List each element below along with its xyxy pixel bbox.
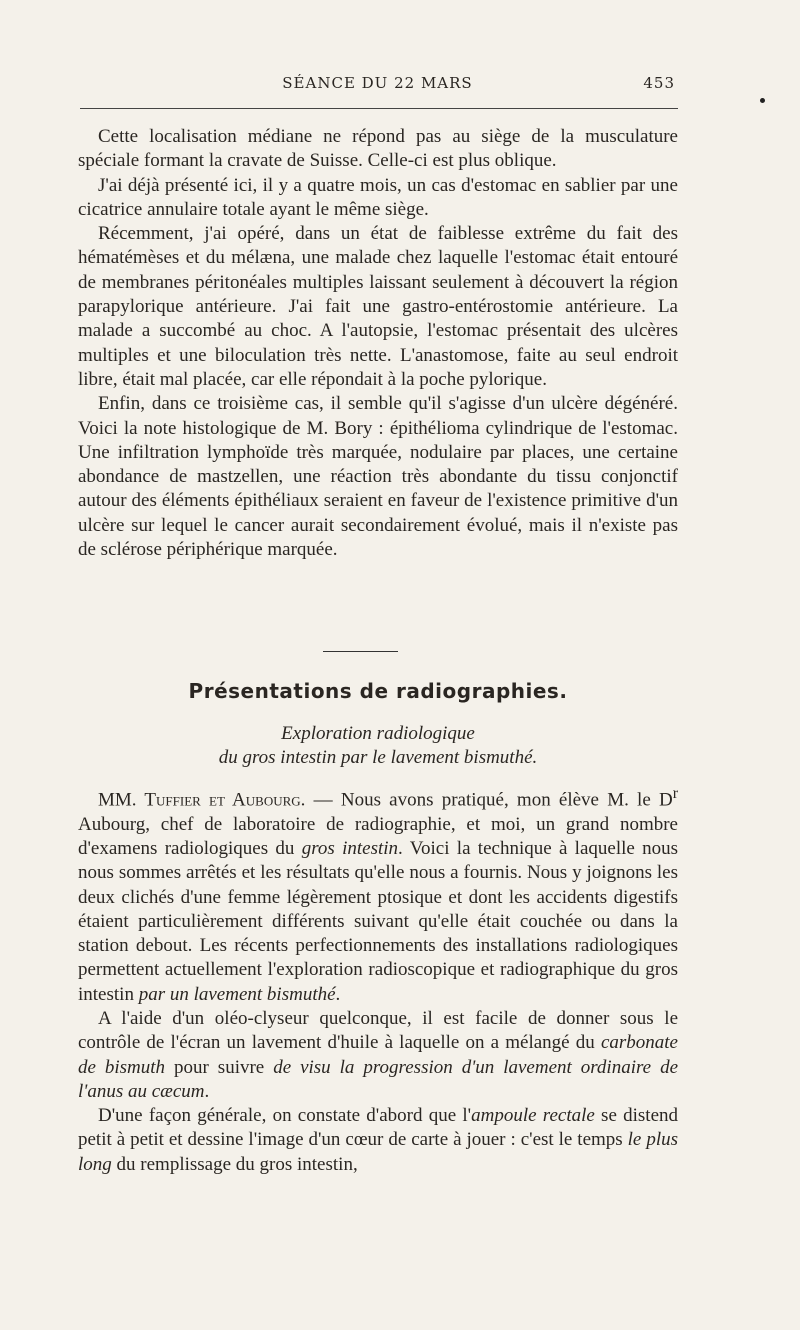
superscript: r bbox=[672, 785, 678, 802]
text-run: se distend petit à petit et dessine l'image d'un cœur de carte à jouer : c'est le temps bbox=[78, 1105, 678, 1151]
section-subtitle bbox=[78, 722, 678, 770]
text-run: . Voici la technique à laquelle nous nous sommes arrêtés et les résultats qu'elle nous a fournis. Nous y joignons les deux clichés d'une femme légèrement ptosique et dont les accidents digestifs étaient particulièrement différents suivant qu'elle était couchée ou dans la station debout. Les récents perfectionnements des installations radiologiques permettent actuellement l'exploration radioscopique et radiographique du gros intestin bbox=[78, 837, 678, 1005]
body-text-block-2 bbox=[78, 782, 678, 1177]
authors: MM. Tuffier et Aubourg. bbox=[98, 789, 306, 811]
paragraph: Enfin, dans ce troisième cas, il semble qu'il s'agisse d'un ulcère dégénéré. Voici la note histologique de M. Bory : épithélioma cylindrique de l'estomac. Une infiltration lymphoïde très marquée, nodulaire par places, une certaine abondance de mastzellen, une réaction très abondante du tissu conjonctif autour des éléments épithéliaux seraient en faveur de l'existence primitive d'un ulcère sur lequel le cancer aurait secondairement évolué, mais il n'existe pas de sclérose périphérique marquée. bbox=[78, 393, 678, 561]
running-header bbox=[80, 74, 675, 96]
header-rule bbox=[80, 108, 678, 109]
body-text-block-1 bbox=[78, 125, 678, 562]
section-separator bbox=[323, 651, 398, 652]
paragraph: Cette localisation médiane ne répond pas au siège de la musculature spéciale formant la cravate de Suisse. Celle-ci est plus oblique. bbox=[78, 126, 678, 172]
italic-run: carbonate de bismuth bbox=[78, 1032, 678, 1078]
subtitle-line: du gros intestin par le lavement bismuthé. bbox=[218, 747, 538, 768]
text-run: du remplissage du gros intestin, bbox=[111, 1153, 358, 1175]
section-title: Présentations de radiographies. bbox=[188, 679, 568, 703]
text-run: — Nous avons pratiqué, mon élève M. le D bbox=[305, 789, 673, 811]
text-run: D'une façon générale, on constate d'abord que l' bbox=[98, 1105, 472, 1127]
paragraph bbox=[78, 1104, 678, 1177]
italic-run: gros intestin bbox=[301, 837, 399, 859]
italic-run: de visu la progression d'un lavement ordinaire de l'anus au cæcum bbox=[78, 1056, 678, 1102]
paragraph: Récemment, j'ai opéré, dans un état de faiblesse extrême du fait des hématémèses et du mélæna, une malade chez laquelle l'estomac était entouré de membranes péritonéales multiples laissant seulement à découvert la région parapylorique antérieure. J'ai fait une gastro-entérostomie antérieure. La malade a succombé au choc. A l'autopsie, l'estomac présentait des ulcères multiples et une biloculation très nette. L'anastomose, faite au seul endroit libre, était mal placée, car elle répondait à la poche pylorique. bbox=[78, 223, 678, 390]
italic-run: ampoule rectale bbox=[471, 1105, 595, 1127]
paragraph bbox=[78, 782, 678, 1007]
italic-run: par un lavement bismuthé bbox=[138, 983, 336, 1005]
paragraph: J'ai déjà présenté ici, il y a quatre mois, un cas d'estomac en sablier par une cicatrice annulaire totale ayant le même siège. bbox=[78, 174, 678, 220]
text-run: pour suivre bbox=[165, 1056, 274, 1078]
text-run: A l'aide d'un oléo-clyseur quelconque, il est facile de donner sous le contrôle de l'écran un lavement d'huile à laquelle on a mélangé du bbox=[78, 1008, 678, 1054]
paragraph bbox=[78, 1007, 678, 1104]
text-run: . bbox=[335, 983, 341, 1005]
header-title: SÉANCE DU 22 MARS bbox=[282, 74, 473, 92]
subtitle-line: Exploration radiologique bbox=[281, 723, 475, 744]
page-number: 453 bbox=[643, 74, 675, 92]
text-run: . bbox=[204, 1080, 210, 1102]
text-run: Aubourg, chef de laboratoire de radiographie, et moi, un grand nombre d'examens radiologiques du bbox=[78, 813, 678, 859]
margin-dot bbox=[760, 98, 765, 103]
italic-run: le plus long bbox=[78, 1129, 679, 1175]
